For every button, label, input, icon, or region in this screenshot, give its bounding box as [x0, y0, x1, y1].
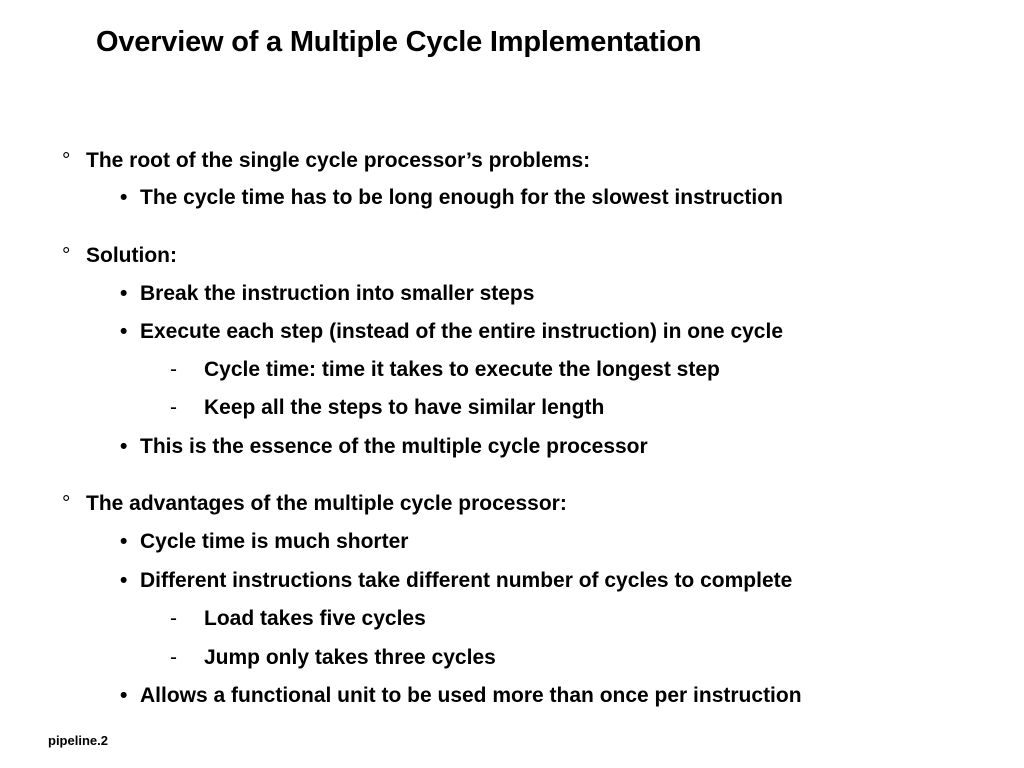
bullet-text: Load takes five cycles	[204, 607, 426, 630]
dot-bullet-marker: •	[120, 684, 128, 707]
degree-bullet-marker: °	[62, 492, 71, 515]
bullet-level2-execute-each-step	[120, 320, 783, 344]
bullet-text: Cycle time: time it takes to execute the longest step	[204, 358, 720, 381]
dot-bullet-marker: •	[120, 530, 128, 553]
bullet-level2-cycle-time-long	[120, 186, 783, 210]
bullet-text: This is the essence of the multiple cycle processor	[140, 435, 648, 458]
bullet-level2-essence	[120, 435, 648, 459]
bullet-text: The root of the single cycle processor’s problems:	[86, 149, 591, 172]
bullet-level2-break-instruction	[120, 282, 535, 306]
bullet-level2-cycle-time-shorter	[120, 530, 409, 554]
dash-bullet-marker: -	[170, 607, 177, 630]
bullet-text: The advantages of the multiple cycle processor:	[86, 492, 567, 515]
bullet-text: Break the instruction into smaller steps	[140, 282, 535, 305]
bullet-text: Keep all the steps to have similar length	[204, 396, 605, 419]
dash-bullet-marker: -	[170, 396, 177, 419]
bullet-text: Execute each step (instead of the entire instruction) in one cycle	[140, 320, 783, 343]
bullet-level3-similar-length	[170, 396, 605, 420]
bullet-level2-functional-unit	[120, 684, 802, 708]
dot-bullet-marker: •	[120, 282, 128, 305]
bullet-text: Solution:	[86, 244, 177, 267]
bullet-level1-root-problems	[62, 149, 591, 173]
bullet-text: Cycle time is much shorter	[140, 530, 409, 553]
dot-bullet-marker: •	[120, 320, 128, 343]
bullet-level3-jump-three-cycles	[170, 646, 496, 670]
bullet-text: Jump only takes three cycles	[204, 646, 496, 669]
bullet-level3-cycle-time-longest-step	[170, 358, 720, 382]
slide-footer-label: pipeline.2	[48, 733, 108, 748]
dot-bullet-marker: •	[120, 435, 128, 458]
degree-bullet-marker: °	[62, 244, 71, 267]
bullet-level3-load-five-cycles	[170, 607, 426, 631]
bullet-level1-advantages	[62, 492, 567, 516]
dot-bullet-marker: •	[120, 569, 128, 592]
dot-bullet-marker: •	[120, 186, 128, 209]
bullet-level1-solution	[62, 244, 177, 268]
bullet-level2-different-instructions	[120, 569, 793, 593]
dash-bullet-marker: -	[170, 358, 177, 381]
degree-bullet-marker: °	[62, 149, 71, 172]
bullet-text: Different instructions take different number of cycles to complete	[140, 569, 793, 592]
bullet-text: The cycle time has to be long enough for the slowest instruction	[140, 186, 783, 209]
bullet-text: Allows a functional unit to be used more than once per instruction	[140, 684, 802, 707]
dash-bullet-marker: -	[170, 646, 177, 669]
slide-title: Overview of a Multiple Cycle Implementation	[96, 26, 702, 58]
